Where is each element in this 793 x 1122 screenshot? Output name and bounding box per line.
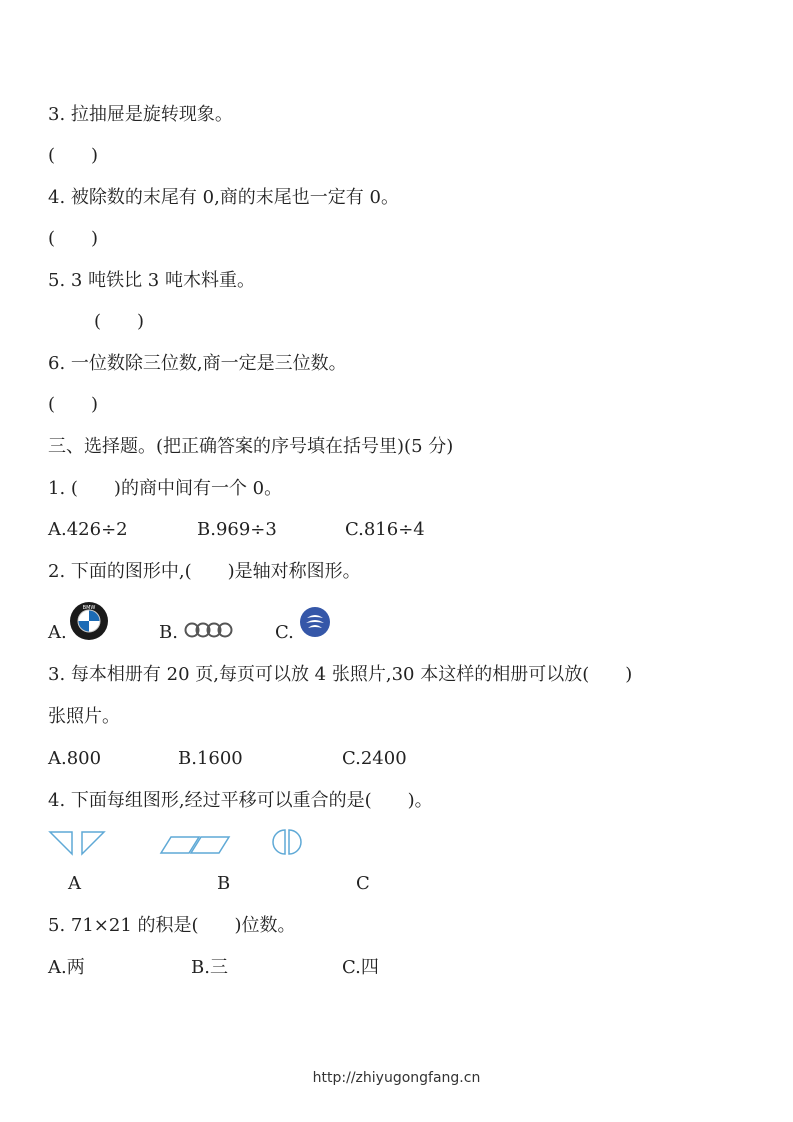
china-mobile-logo-icon: [299, 606, 331, 638]
option-q4-b: B: [217, 873, 231, 894]
answer-paren-q4[interactable]: ( ): [48, 228, 99, 249]
option-q4-a: A: [68, 873, 81, 894]
option-q1-a: A.426÷2: [48, 519, 128, 540]
choice-q3-line1: 3. 每本相册有 20 页,每页可以放 4 张照片,30 本这样的相册可以放( ): [48, 664, 633, 685]
answer-paren-q6[interactable]: ( ): [48, 394, 99, 415]
choice-q2: 2. 下面的图形中,( )是轴对称图形。: [48, 561, 361, 582]
choice-q3-line2: 张照片。: [48, 706, 120, 727]
option-q5-a: A.两: [48, 957, 85, 978]
svg-text:BMW: BMW: [82, 605, 96, 611]
answer-paren-q3[interactable]: ( ): [48, 145, 99, 166]
option-q2-c: C.: [275, 622, 294, 643]
judgment-q3: 3. 拉抽屉是旋转现象。: [48, 104, 233, 125]
option-q3-a: A.800: [48, 748, 102, 769]
answer-paren-q5[interactable]: ( ): [94, 311, 145, 332]
option-q3-c: C.2400: [342, 748, 407, 769]
judgment-q5: 5. 3 吨铁比 3 吨木料重。: [48, 270, 255, 291]
option-q5-c: C.四: [342, 957, 379, 978]
option-q2-a: A.: [48, 622, 67, 643]
choice-q5: 5. 71×21 的积是( )位数。: [48, 915, 296, 936]
bmw-logo-icon: [69, 601, 109, 641]
option-q1-c: C.816÷4: [345, 519, 425, 540]
option-q2-b: B.: [159, 622, 178, 643]
four-rings-icon: [183, 621, 237, 639]
parallelograms-shape-b: [159, 834, 233, 856]
section-heading: 三、选择题。(把正确答案的序号填在括号里)(5 分): [48, 436, 454, 457]
judgment-q6: 6. 一位数除三位数,商一定是三位数。: [48, 353, 347, 374]
choice-q1: 1. ( )的商中间有一个 0。: [48, 478, 283, 499]
choice-q4: 4. 下面每组图形,经过平移可以重合的是( )。: [48, 790, 433, 811]
option-q3-b: B.1600: [178, 748, 243, 769]
option-q5-b: B.三: [191, 957, 228, 978]
option-q4-c: C: [356, 873, 370, 894]
judgment-q4: 4. 被除数的末尾有 0,商的末尾也一定有 0。: [48, 187, 399, 208]
option-q1-b: B.969÷3: [197, 519, 277, 540]
semicircles-shape-c: [270, 828, 304, 856]
footer-url[interactable]: http://zhiyugongfang.cn: [312, 1070, 481, 1086]
triangles-shape-a: [48, 830, 108, 856]
